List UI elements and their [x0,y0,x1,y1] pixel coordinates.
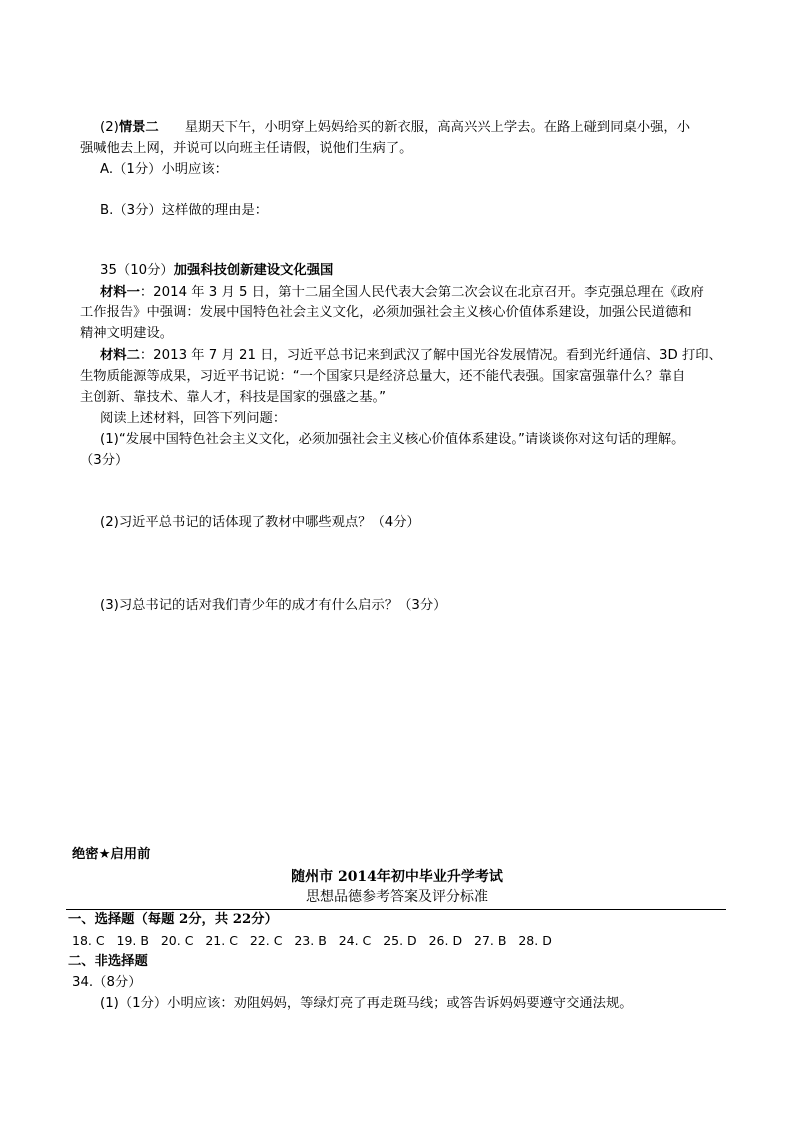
question-a: A.（1分）小明应该： [100,162,228,177]
material-2-line-1 [100,347,722,365]
q35-number: 35（10分） [100,263,174,278]
q35-heading [100,262,333,280]
question-b: B.（3分）这样做的理由是： [100,203,269,218]
item-label: (2) [100,120,119,135]
material-1-text: ：2014 年 3 月 5 日，第十二届全国人民代表大会第二次会议在北京召开。李克强总理在《政府 [139,285,704,300]
q34-answer-1: (1)（1分）小明应该：劝阻妈妈，等绿灯亮了再走斑马线；或答告诉妈妈要遵守交通法规。 [100,996,633,1011]
q35-title: 加强科技创新建设文化强国 [173,263,334,278]
answer-subtitle: 思想品德参考答案及评分标准 [306,889,488,905]
scenario-2-line-2: 强喊他去上网，并说可以向班主任请假，说他们生病了。 [80,141,413,156]
material-1-line-1 [100,284,704,302]
sub-question-3: (3)习总书记的话对我们青少年的成才有什么启示？（3分） [100,598,447,613]
scenario-2-line-1 [100,119,690,137]
material-1-line-2: 工作报告》中强调：发展中国特色社会主义文化，必须加强社会主义核心价值体系建设，加强公民道德和 [80,305,692,320]
sub-question-1-line-2: （3分） [80,453,129,468]
material-1-label: 材料一 [100,285,140,300]
material-2-label: 材料二 [100,348,140,363]
section-1-heading: 一、选择题（每题 2分，共 22分） [68,912,278,927]
material-2-line-2: 生物质能源等成果，习近平书记说：“一个国家只是经济总量大，还不能代表强。国家富强靠什么？靠自 [80,369,686,384]
scenario-text: 星期天下午，小明穿上妈妈给买的新衣服，高高兴兴上学去。在路上碰到同桌小强，小 [184,120,691,135]
choice-answers: 18. C 19. B 20. C 21. C 22. C 23. B 24. C 25. D 26. D 27. B 28. D [72,933,552,948]
sub-question-1-line-1: (1)“发展中国特色社会主义文化，必须加强社会主义核心价值体系建设。”请谈谈你对这句话的理解。 [100,432,685,447]
q34-heading: 34.（8分） [72,975,142,990]
sub-question-2: (2)习近平总书记的话体现了教材中哪些观点？（4分） [100,515,420,530]
answer-title: 随州市 2014年初中毕业升学考试 [291,869,503,885]
secret-label: 绝密★启用前 [72,847,151,862]
divider [66,909,726,910]
material-2-line-3: 主创新、靠技术、靠人才，科技是国家的强盛之基。” [80,390,387,405]
scenario-title: 情景二 [118,120,159,135]
instruction: 阅读上述材料，回答下列问题： [100,411,287,426]
section-2-heading: 二、非选择题 [68,954,148,969]
material-1-line-3: 精神文明建设。 [80,326,174,341]
material-2-text: ：2013 年 7 月 21 日，习近平总书记来到武汉了解中国光谷发展情况。看到光纤通信、3D 打印、 [139,348,722,363]
